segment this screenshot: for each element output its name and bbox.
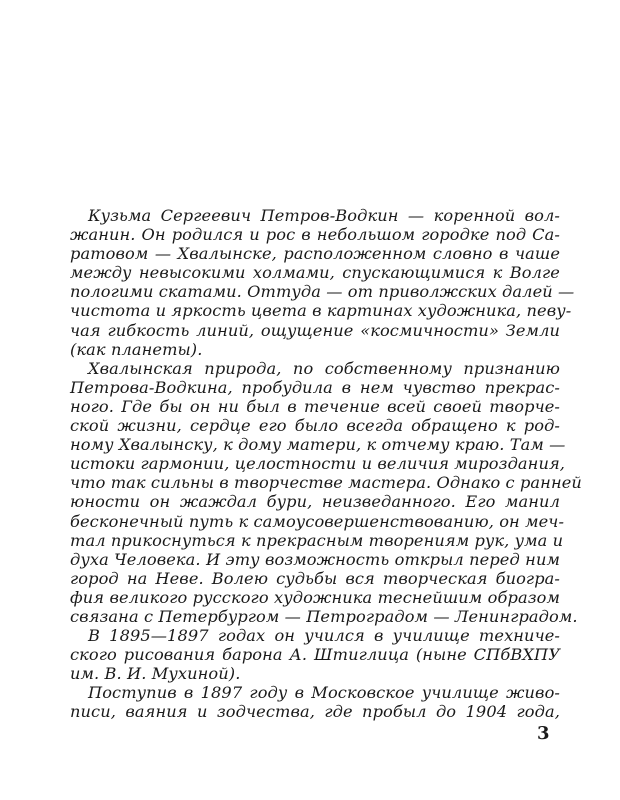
text-line: бесконечный путь к самоусовершенствованию, он меч- bbox=[70, 511, 565, 531]
text-line: тал прикоснуться к прекрасным творениям рук, ума и bbox=[70, 530, 564, 550]
text-line: жанин. Он родился и рос в небольшом городке под Са- bbox=[70, 225, 560, 245]
text-line: ратовом — Хвалынске, расположенном словно в чаше bbox=[70, 244, 560, 264]
text-line: Поступив в 1897 году в Московское училище живо- bbox=[88, 683, 560, 703]
text-line: им. В. И. Мухиной). bbox=[70, 664, 241, 684]
text-line: ского рисования барона А. Штиглица (ныне СПбВХПУ bbox=[70, 645, 560, 665]
text-line: город на Неве. Волею судьбы вся творческая биогра- bbox=[70, 568, 560, 588]
body-text bbox=[70, 206, 582, 722]
text-line: ного. Где бы он ни был в течение всей своей творче- bbox=[70, 396, 560, 416]
text-line: ской жизни, сердце его было всегда обращено к род- bbox=[70, 416, 560, 436]
text-line: что так сильны в творчестве мастера. Однако с ранней bbox=[70, 473, 582, 493]
text-line: Кузьма Сергеевич Петров-Водкин — коренной вол- bbox=[88, 206, 560, 225]
paragraph-1 bbox=[70, 206, 575, 359]
text-line: фия великого русского художника теснейшим образом bbox=[70, 587, 560, 607]
page-number: 3 bbox=[537, 723, 550, 744]
text-line: (как планеты). bbox=[70, 339, 203, 359]
paragraph-3 bbox=[70, 626, 560, 683]
paragraph-2 bbox=[70, 358, 582, 626]
text-line: между невысокими холмами, спускающимися к Волге bbox=[70, 263, 560, 283]
paragraph-4 bbox=[70, 683, 560, 721]
text-line: истоки гармонии, целостности и величия мироздания, bbox=[70, 454, 566, 474]
text-line: юности он жаждал бури, неизведанного. Его манил bbox=[70, 492, 560, 512]
text-line: Петрова-Водкина, пробудила в нем чувство прекрас- bbox=[70, 377, 560, 397]
text-line: чистота и яркость цвета в картинах художника, певу- bbox=[70, 301, 572, 321]
text-line: ному Хвалынску, к дому матери, к отчему краю. Там — bbox=[70, 435, 566, 455]
text-line: чая гибкость линий, ощущение «космичности» Земли bbox=[70, 320, 560, 340]
text-line: В 1895—1897 годах он учился в училище техниче- bbox=[88, 626, 560, 646]
text-line: писи, ваяния и зодчества, где пробыл до 1904 года, bbox=[70, 702, 560, 722]
text-line: пологими скатами. Оттуда — от приволжских далей — bbox=[70, 282, 575, 302]
text-line: связана с Петербургом — Петроградом — Ленинградом. bbox=[70, 606, 578, 626]
text-line: духа Человека. И эту возможность открыл перед ним bbox=[70, 549, 560, 569]
text-line: Хвалынская природа, по собственному признанию bbox=[88, 358, 560, 378]
